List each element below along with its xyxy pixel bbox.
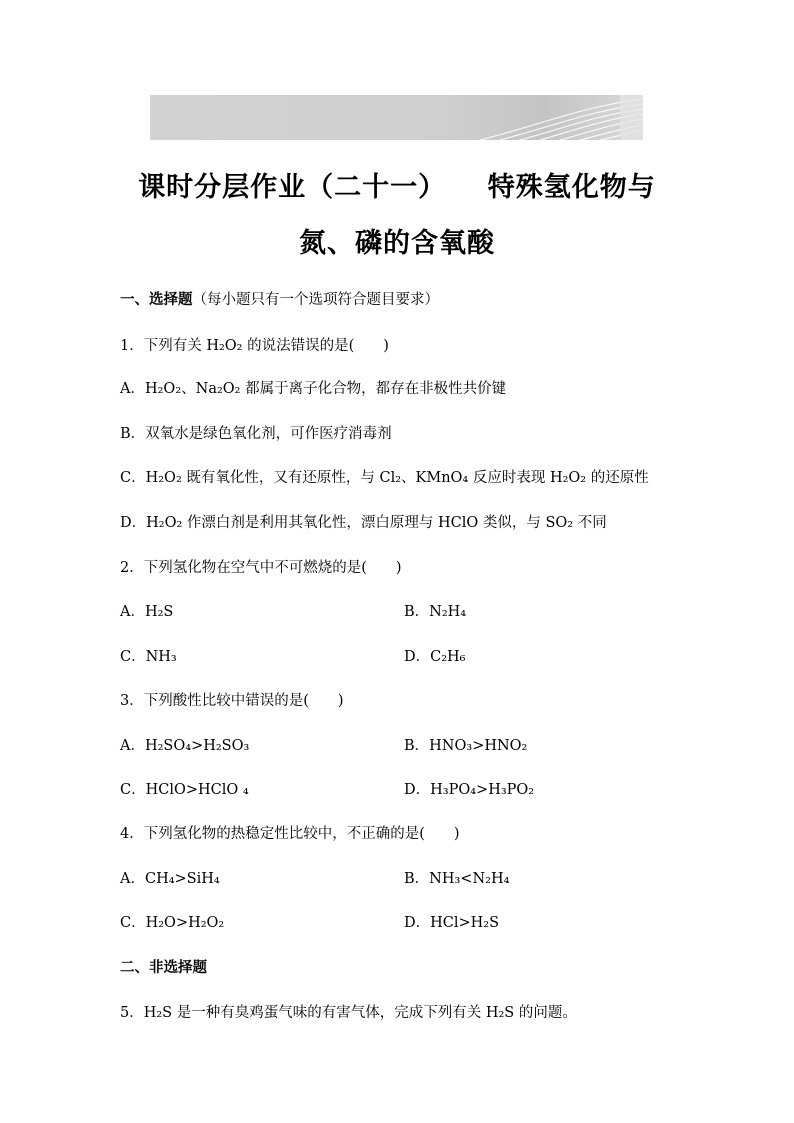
q1-option-b: B．双氧水是绿色氧化剂，可作医疗消毒剂 — [120, 426, 392, 442]
section2-heading: 二、非选择题 — [120, 959, 207, 976]
q1-option-d: D．H₂O₂ 作漂白剂是利用其氧化性，漂白原理与 HClO 类似，与 SO₂ 不同 — [120, 515, 607, 531]
section1-heading: 一、选择题 — [120, 291, 193, 308]
q3-stem: 3．下列酸性比较中错误的是( ) — [120, 693, 344, 709]
q2-option-a: A．H₂S — [120, 604, 174, 620]
q1-option-a: A．H₂O₂、Na₂O₂ 都属于离子化合物，都存在非极性共价键 — [120, 381, 507, 397]
q3-option-c: C．HClO>HClO ₄ — [120, 782, 249, 798]
q1-option-c: C．H₂O₂ 既有氧化性，又有还原性，与 Cl₂、KMnO₄ 反应时表现 H₂O₂ 的还原性 — [120, 470, 649, 486]
q4-option-d: D．HCl>H₂S — [404, 915, 500, 931]
q3-option-b: B．HNO₃>HNO₂ — [404, 738, 528, 754]
q2-option-c: C．NH₃ — [120, 649, 177, 665]
section1-heading-row — [120, 290, 439, 310]
q4-option-c: C．H₂O>H₂O₂ — [120, 915, 225, 931]
page-title-line-2: 氮、磷的含氧酸 — [299, 228, 495, 259]
page-title-line-1: 课时分层作业（二十一） 特殊氢化物与 — [138, 172, 656, 203]
q3-option-a: A．H₂SO₄>H₂SO₃ — [120, 738, 250, 754]
q2-stem: 2．下列氢化物在空气中不可燃烧的是( ) — [120, 560, 402, 576]
q4-option-b: B．NH₃<N₂H₄ — [404, 871, 510, 887]
q4-option-a: A．CH₄>SiH₄ — [120, 871, 220, 887]
q3-option-d: D．H₃PO₄>H₃PO₂ — [404, 782, 535, 798]
section1-note: （每小题只有一个选项符合题目要求） — [192, 292, 439, 308]
q4-stem: 4．下列氢化物的热稳定性比较中，不正确的是( ) — [120, 826, 460, 842]
q5-stem: 5．H₂S 是一种有臭鸡蛋气味的有害气体，完成下列有关 H₂S 的问题。 — [120, 1005, 577, 1021]
q2-option-d: D．C₂H₆ — [404, 649, 466, 665]
header-banner — [150, 95, 643, 140]
q2-option-b: B．N₂H₄ — [404, 604, 467, 620]
q1-stem: 1．下列有关 H₂O₂ 的说法错误的是( ) — [120, 338, 389, 354]
banner-swoosh-graphic — [150, 95, 643, 140]
